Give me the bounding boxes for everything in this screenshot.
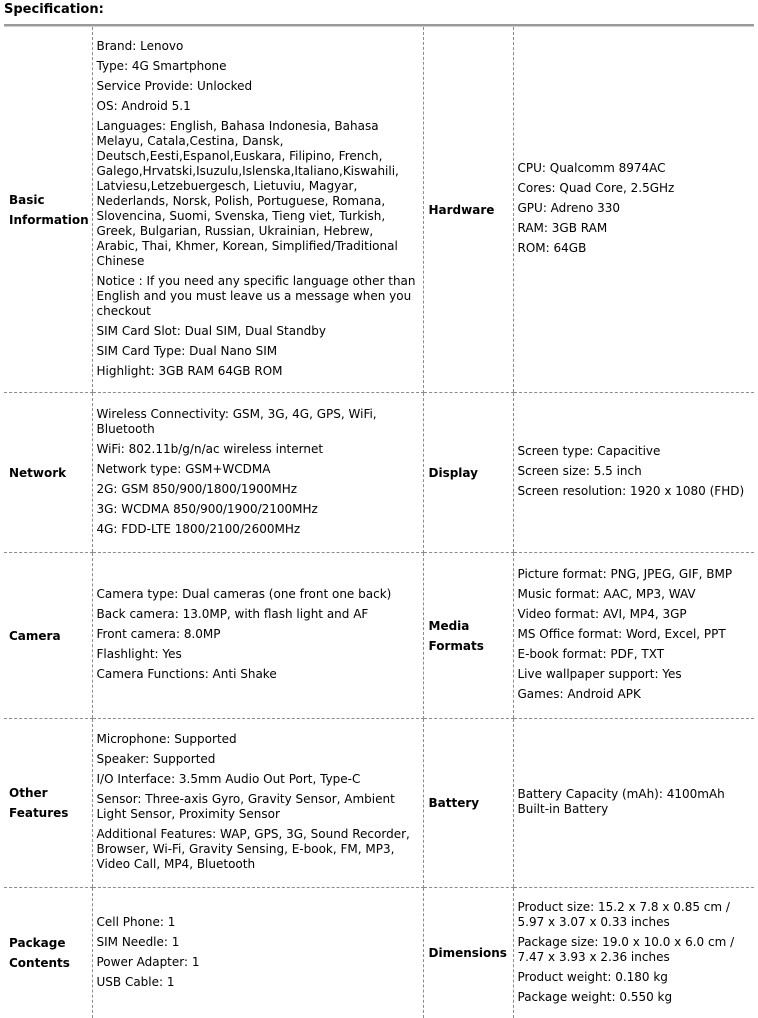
spec-row <box>4 888 754 1018</box>
spec-item: Power Adapter: 1 <box>97 955 417 970</box>
spec-item: Screen size: 5.5 inch <box>518 464 749 479</box>
spec-item: Notice : If you need any specific language other than English and you must leave us a message when you checkout <box>97 274 417 319</box>
spec-item: MS Office format: Word, Excel, PPT <box>518 627 749 642</box>
spec-values-cell <box>92 393 423 553</box>
spec-category-label: Package Contents <box>4 888 92 1018</box>
spec-item: Speaker: Supported <box>97 752 417 767</box>
spec-category-label: Camera <box>4 553 92 719</box>
spec-item: Cores: Quad Core, 2.5GHz <box>518 181 749 196</box>
spec-item: 3G: WCDMA 850/900/1900/2100MHz <box>97 502 417 517</box>
spec-item: Network type: GSM+WCDMA <box>97 462 417 477</box>
spec-item: Package weight: 0.550 kg <box>518 990 749 1005</box>
spec-item: Package size: 19.0 x 10.0 x 6.0 cm / 7.47 x 3.93 x 2.36 inches <box>518 935 749 965</box>
spec-item: Music format: AAC, MP3, WAV <box>518 587 749 602</box>
spec-item: Back camera: 13.0MP, with flash light and AF <box>97 607 417 622</box>
spec-item: Battery Capacity (mAh): 4100mAh Built-in Battery <box>518 787 749 817</box>
spec-item: Languages: English, Bahasa Indonesia, Bahasa Melayu, Catala,Cestina, Dansk, Deutsch,Eesti,Espanol,Euskara, Filipino, French, Galego,Hrvatski,Isuzulu,Islenska,Italiano,Kiswahili, Latviesu,Letzebuergesch, Lietuviu, Magyar, Nederlands, Norsk, Polish, Portuguese, Romana, Slovencina, Suomi, Svenska, Tieng viet, Turkish, Greek, Bulgarian, Russian, Ukrainian, Hebrew, Arabic, Thai, Khmer, Korean, Simplified/Traditional Chinese <box>97 119 417 269</box>
spec-values-cell <box>513 393 754 553</box>
spec-category-label: Display <box>423 393 513 553</box>
spec-item: Sensor: Three-axis Gyro, Gravity Sensor, Ambient Light Sensor, Proximity Sensor <box>97 792 417 822</box>
spec-row <box>4 553 754 719</box>
spec-item: Front camera: 8.0MP <box>97 627 417 642</box>
spec-item: I/O Interface: 3.5mm Audio Out Port, Type-C <box>97 772 417 787</box>
spec-item: Wireless Connectivity: GSM, 3G, 4G, GPS, WiFi, Bluetooth <box>97 407 417 437</box>
spec-item: Product weight: 0.180 kg <box>518 970 749 985</box>
spec-values-cell <box>92 719 423 888</box>
spec-item: 4G: FDD-LTE 1800/2100/2600MHz <box>97 522 417 537</box>
spec-values-cell <box>92 888 423 1018</box>
spec-item: GPU: Adreno 330 <box>518 201 749 216</box>
spec-item: Camera Functions: Anti Shake <box>97 667 417 682</box>
spec-item: Highlight: 3GB RAM 64GB ROM <box>97 364 417 379</box>
page-title: Specification: <box>0 0 758 24</box>
spec-values-cell <box>513 553 754 719</box>
spec-values-cell <box>513 888 754 1018</box>
spec-item: WiFi: 802.11b/g/n/ac wireless internet <box>97 442 417 457</box>
spec-item: Screen resolution: 1920 x 1080 (FHD) <box>518 484 749 499</box>
spec-item: ROM: 64GB <box>518 241 749 256</box>
spec-item: Service Provide: Unlocked <box>97 79 417 94</box>
spec-values-cell <box>513 719 754 888</box>
spec-item: E-book format: PDF, TXT <box>518 647 749 662</box>
spec-item: RAM: 3GB RAM <box>518 221 749 236</box>
spec-category-label: Basic Information <box>4 27 92 393</box>
spec-category-label: Battery <box>423 719 513 888</box>
spec-item: Live wallpaper support: Yes <box>518 667 749 682</box>
spec-row <box>4 719 754 888</box>
spec-category-label: Media Formats <box>423 553 513 719</box>
spec-item: OS: Android 5.1 <box>97 99 417 114</box>
spec-item: Additional Features: WAP, GPS, 3G, Sound Recorder, Browser, Wi-Fi, Gravity Sensing, E-book, FM, MP3, Video Call, MP4, Bluetooth <box>97 827 417 872</box>
spec-item: SIM Card Slot: Dual SIM, Dual Standby <box>97 324 417 339</box>
spec-item: Cell Phone: 1 <box>97 915 417 930</box>
spec-category-label: Other Features <box>4 719 92 888</box>
spec-item: Product size: 15.2 x 7.8 x 0.85 cm / 5.97 x 3.07 x 0.33 inches <box>518 900 749 930</box>
spec-item: 2G: GSM 850/900/1800/1900MHz <box>97 482 417 497</box>
spec-values-cell <box>513 27 754 393</box>
spec-category-label: Dimensions <box>423 888 513 1018</box>
spec-category-label: Network <box>4 393 92 553</box>
spec-category-label: Hardware <box>423 27 513 393</box>
spec-item: Screen type: Capacitive <box>518 444 749 459</box>
spec-item: CPU: Qualcomm 8974AC <box>518 161 749 176</box>
spec-item: Picture format: PNG, JPEG, GIF, BMP <box>518 567 749 582</box>
spec-item: Games: Android APK <box>518 687 749 702</box>
spec-item: Microphone: Supported <box>97 732 417 747</box>
spec-item: SIM Card Type: Dual Nano SIM <box>97 344 417 359</box>
spec-row <box>4 27 754 393</box>
spec-item: SIM Needle: 1 <box>97 935 417 950</box>
spec-item: Video format: AVI, MP4, 3GP <box>518 607 749 622</box>
spec-item: Brand: Lenovo <box>97 39 417 54</box>
spec-row <box>4 393 754 553</box>
spec-item: Type: 4G Smartphone <box>97 59 417 74</box>
spec-item: Flashlight: Yes <box>97 647 417 662</box>
spec-values-cell <box>92 553 423 719</box>
spec-item: Camera type: Dual cameras (one front one back) <box>97 587 417 602</box>
spec-item: USB Cable: 1 <box>97 975 417 990</box>
spec-table <box>4 27 754 1018</box>
spec-values-cell <box>92 27 423 393</box>
